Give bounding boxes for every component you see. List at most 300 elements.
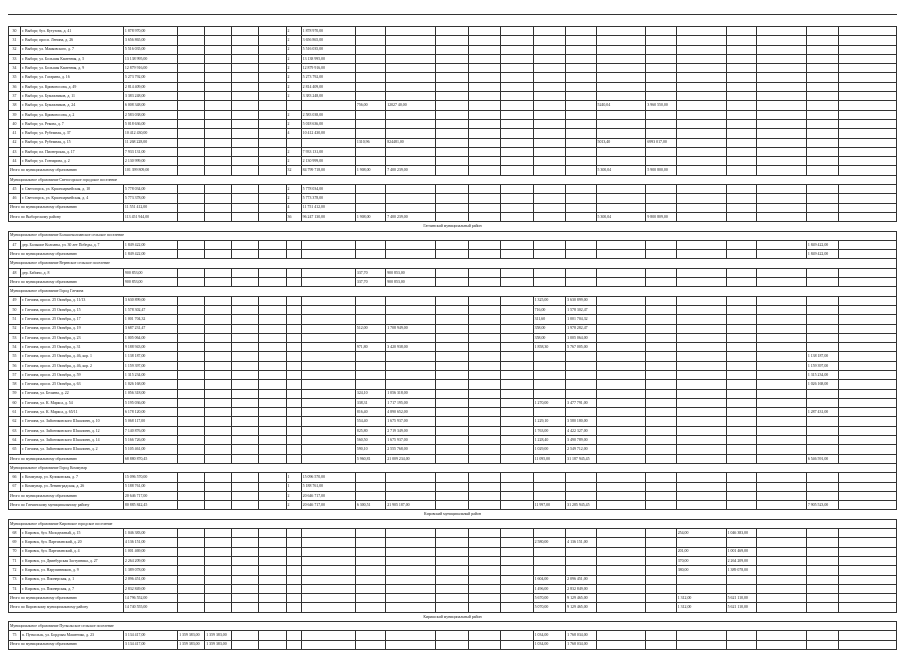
value-cell [468, 203, 501, 212]
value-cell: 5 070,00 [533, 603, 566, 612]
value-cell: 21 905 187,00 [386, 501, 436, 510]
value-cell [468, 157, 501, 166]
value-cell [839, 194, 897, 203]
value-cell: 2 [286, 92, 301, 101]
value-cell: 2 555 768,00 [386, 445, 436, 454]
value-cell [286, 389, 301, 398]
value-cell [533, 92, 566, 101]
value-cell [286, 603, 301, 612]
value-cell [205, 110, 232, 119]
value-cell: 101 399 809,00 [123, 166, 177, 175]
value-cell: 1 849 422,00 [806, 240, 839, 249]
value-cell [205, 361, 232, 370]
value-cell [355, 482, 385, 491]
value-cell [806, 185, 839, 194]
value-cell [301, 380, 355, 389]
value-cell: 5 773 378,00 [123, 194, 177, 203]
value-cell [596, 584, 646, 593]
value-cell: 11 997,00 [533, 501, 566, 510]
value-cell [646, 594, 676, 603]
value-cell [232, 166, 259, 175]
value-cell [355, 631, 385, 640]
table-row [9, 240, 897, 249]
value-cell [232, 547, 259, 556]
value-cell [533, 380, 566, 389]
value-cell [806, 92, 839, 101]
value-cell [355, 640, 385, 649]
value-cell [676, 185, 726, 194]
value-cell [646, 426, 676, 435]
value-cell [566, 110, 596, 119]
value-cell [676, 92, 726, 101]
value-cell [596, 417, 646, 426]
value-cell [596, 27, 646, 36]
address-cell: г. Гатчина, ул. Зайончковского Шашлинн, д. 2 [20, 445, 123, 454]
value-cell: 9 129 465,00 [566, 594, 596, 603]
value-cell [232, 315, 259, 324]
value-cell: 5 300,04 [596, 166, 646, 175]
value-cell: 5 300,04 [596, 212, 646, 221]
value-cell [501, 129, 534, 138]
value-cell: 254,00 [676, 529, 726, 538]
value-cell [468, 538, 501, 547]
value-cell [205, 212, 232, 221]
value-cell [355, 64, 385, 73]
value-cell [756, 380, 806, 389]
value-cell [468, 119, 501, 128]
value-cell [501, 73, 534, 82]
value-cell [756, 398, 806, 407]
value-cell [178, 547, 205, 556]
value-cell [232, 147, 259, 156]
value-cell [436, 110, 469, 119]
value-cell [646, 547, 676, 556]
value-cell [806, 166, 839, 175]
value-cell [468, 268, 501, 277]
value-cell [259, 398, 286, 407]
value-cell [839, 240, 897, 249]
value-cell: 1 496,00 [533, 584, 566, 593]
row-number: 31 [9, 36, 21, 45]
value-cell: 2 [286, 194, 301, 203]
value-cell: 11 751 412,00 [301, 203, 355, 212]
value-cell [726, 315, 756, 324]
value-cell [676, 324, 726, 333]
value-cell [355, 185, 385, 194]
value-cell: 5 273 792,00 [301, 73, 355, 82]
value-cell [178, 296, 205, 305]
value-cell [232, 538, 259, 547]
value-cell [259, 436, 286, 445]
value-cell [596, 501, 646, 510]
value-cell: 5 166 726,00 [123, 436, 177, 445]
value-cell [232, 64, 259, 73]
value-cell [205, 352, 232, 361]
value-cell [676, 398, 726, 407]
value-cell [533, 389, 566, 398]
value-cell [259, 101, 286, 110]
value-cell [726, 380, 756, 389]
value-cell [533, 27, 566, 36]
value-cell [806, 315, 839, 324]
value-cell: 5 068 117,00 [123, 417, 177, 426]
value-cell [646, 352, 676, 361]
value-cell [533, 547, 566, 556]
value-cell [468, 166, 501, 175]
value-cell [726, 36, 756, 45]
value-cell [839, 370, 897, 379]
value-cell [646, 491, 676, 500]
value-cell: 10 412 430,00 [301, 129, 355, 138]
value-cell: 3 687 231,47 [123, 324, 177, 333]
value-cell [205, 157, 232, 166]
value-cell [355, 538, 385, 547]
value-cell [355, 129, 385, 138]
address-cell: г. Гатчина, просп. 25 Октября, д. 17 [20, 315, 123, 324]
value-cell [839, 147, 897, 156]
value-cell [286, 268, 301, 277]
value-cell [259, 240, 286, 249]
value-cell [468, 547, 501, 556]
value-cell [205, 445, 232, 454]
value-cell [501, 352, 534, 361]
value-cell [232, 482, 259, 491]
value-cell [806, 147, 839, 156]
value-cell [756, 547, 806, 556]
value-cell [646, 529, 676, 538]
value-cell [386, 203, 436, 212]
value-cell [501, 64, 534, 73]
value-cell [501, 575, 534, 584]
section-heading-row [9, 231, 897, 240]
value-cell [839, 352, 897, 361]
value-cell [806, 82, 839, 91]
value-cell [533, 408, 566, 417]
value-cell: 32 [286, 166, 301, 175]
value-cell [286, 436, 301, 445]
value-cell: 9 800 809,00 [646, 212, 676, 221]
value-cell [232, 45, 259, 54]
value-cell [205, 296, 232, 305]
value-cell [501, 603, 534, 612]
value-cell [726, 575, 756, 584]
value-cell: 3 383 248,00 [301, 92, 355, 101]
value-cell [533, 352, 566, 361]
value-cell [596, 594, 646, 603]
value-cell [386, 157, 436, 166]
value-cell [839, 296, 897, 305]
address-cell: г. Выборг, пл. Пионерская, д. 17 [20, 147, 123, 156]
value-cell [205, 64, 232, 73]
value-cell [355, 491, 385, 500]
value-cell [259, 64, 286, 73]
value-cell [533, 54, 566, 63]
value-cell [178, 166, 205, 175]
value-cell [436, 36, 469, 45]
value-cell [533, 370, 566, 379]
value-cell: 5 960,81 [355, 454, 385, 463]
value-cell [468, 473, 501, 482]
value-cell [259, 333, 286, 342]
value-cell [501, 445, 534, 454]
value-cell [436, 501, 469, 510]
value-cell: 11 551 412,00 [123, 203, 177, 212]
value-cell [756, 389, 806, 398]
row-number: 55 [9, 352, 21, 361]
value-cell [533, 482, 566, 491]
value-cell [726, 45, 756, 54]
value-cell [232, 343, 259, 352]
value-cell [232, 194, 259, 203]
value-cell [468, 324, 501, 333]
value-cell [676, 296, 726, 305]
value-cell [806, 54, 839, 63]
value-cell [259, 538, 286, 547]
value-cell [468, 352, 501, 361]
value-cell [646, 110, 676, 119]
value-cell [646, 445, 676, 454]
table-row [9, 482, 897, 491]
section-heading-row [9, 287, 897, 296]
value-cell [232, 203, 259, 212]
value-cell [232, 529, 259, 538]
value-cell [286, 408, 301, 417]
value-cell [839, 185, 897, 194]
value-cell [259, 529, 286, 538]
value-cell [596, 296, 646, 305]
value-cell [806, 426, 839, 435]
value-cell [501, 556, 534, 565]
value-cell [756, 138, 806, 147]
value-cell [355, 361, 385, 370]
table-row [9, 92, 897, 101]
value-cell [301, 408, 355, 417]
value-cell [646, 194, 676, 203]
value-cell [178, 436, 205, 445]
value-cell [232, 305, 259, 314]
value-cell: 2 [286, 64, 301, 73]
value-cell [501, 194, 534, 203]
value-cell [301, 268, 355, 277]
value-cell [205, 370, 232, 379]
value-cell [286, 240, 301, 249]
value-cell [533, 36, 566, 45]
value-cell [839, 54, 897, 63]
value-cell: 20 646 717,00 [301, 491, 355, 500]
value-cell [205, 185, 232, 194]
value-cell [436, 417, 469, 426]
value-cell [676, 575, 726, 584]
value-cell [286, 547, 301, 556]
value-cell [436, 491, 469, 500]
value-cell [726, 352, 756, 361]
table-row [9, 333, 897, 342]
value-cell [286, 538, 301, 547]
value-cell [676, 147, 726, 156]
value-cell [646, 64, 676, 73]
value-cell [436, 250, 469, 259]
value-cell: 1 001 469,00 [123, 547, 177, 556]
value-cell [436, 566, 469, 575]
value-cell [839, 129, 897, 138]
value-cell [839, 101, 897, 110]
value-cell: 1 978 282,47 [566, 324, 596, 333]
value-cell [676, 101, 726, 110]
value-cell [596, 315, 646, 324]
address-cell: г. Гатчина, просп. 25 Октября, д. 23 [20, 333, 123, 342]
value-cell [301, 398, 355, 407]
value-cell [676, 278, 726, 287]
value-cell [756, 73, 806, 82]
value-cell [501, 491, 534, 500]
value-cell: 7 400 239,00 [386, 166, 436, 175]
subtotal-label: Итого по муниципальному образованию [9, 594, 124, 603]
value-cell: 1 034,00 [533, 631, 566, 640]
value-cell [839, 556, 897, 565]
value-cell: 1 359 383,00 [178, 640, 205, 649]
value-cell [301, 454, 355, 463]
value-cell: 1 578 302,47 [123, 305, 177, 314]
value-cell [756, 343, 806, 352]
row-number: 73 [9, 575, 21, 584]
value-cell [436, 278, 469, 287]
table-row [9, 36, 897, 45]
value-cell [756, 594, 806, 603]
value-cell [726, 203, 756, 212]
value-cell [259, 491, 286, 500]
value-cell [468, 305, 501, 314]
value-cell [806, 417, 839, 426]
value-cell: 1 005 064,00 [123, 333, 177, 342]
value-cell [501, 315, 534, 324]
address-cell: г. Коммунар, ул. Ленинградская, д. 26 [20, 482, 123, 491]
value-cell [232, 603, 259, 612]
value-cell: 900 853,00 [386, 268, 436, 277]
value-cell [726, 640, 756, 649]
district-title: Киришский муниципальный район [9, 612, 897, 621]
value-cell [756, 566, 806, 575]
value-cell [301, 250, 355, 259]
value-cell [259, 454, 286, 463]
value-cell [386, 129, 436, 138]
value-cell: 1 159 397,00 [123, 361, 177, 370]
value-cell [566, 491, 596, 500]
value-cell [596, 54, 646, 63]
value-cell [355, 556, 385, 565]
value-cell [178, 445, 205, 454]
value-cell [596, 436, 646, 445]
value-cell [756, 631, 806, 640]
value-cell [676, 315, 726, 324]
value-cell [756, 352, 806, 361]
value-cell [355, 305, 385, 314]
value-cell [386, 640, 436, 649]
value-cell [178, 594, 205, 603]
value-cell [676, 343, 726, 352]
value-cell [756, 370, 806, 379]
value-cell [355, 157, 385, 166]
value-cell [386, 631, 436, 640]
value-cell: 2 814 409,00 [301, 82, 355, 91]
value-cell: 2 [286, 157, 301, 166]
value-cell [301, 436, 355, 445]
table-row [9, 538, 897, 547]
value-cell [468, 212, 501, 221]
value-cell [839, 315, 897, 324]
table-row [9, 426, 897, 435]
value-cell [436, 603, 469, 612]
value-cell: 2 130 999,00 [301, 157, 355, 166]
value-cell [839, 389, 897, 398]
value-cell [501, 138, 534, 147]
value-cell [596, 250, 646, 259]
value-cell [726, 389, 756, 398]
value-cell [806, 343, 839, 352]
value-cell [301, 315, 355, 324]
value-cell [756, 333, 806, 342]
value-cell: 15 096 570,00 [123, 473, 177, 482]
value-cell: 1 005 064,00 [566, 333, 596, 342]
subtotal-label: Итого по муниципальному образованию [9, 203, 124, 212]
value-cell [501, 324, 534, 333]
address-cell: г. Выборг, ул. Гагарина, д. 16 [20, 73, 123, 82]
value-cell [566, 250, 596, 259]
value-cell [839, 138, 897, 147]
value-cell [178, 380, 205, 389]
subtotal-row [9, 203, 897, 212]
value-cell [286, 380, 301, 389]
value-cell [355, 603, 385, 612]
value-cell [756, 129, 806, 138]
value-cell [386, 110, 436, 119]
value-cell: 2 [286, 82, 301, 91]
value-cell [756, 361, 806, 370]
value-cell: 5 188 761,00 [123, 482, 177, 491]
value-cell [806, 138, 839, 147]
value-cell [436, 333, 469, 342]
value-cell [468, 631, 501, 640]
value-cell: 3 960 550,00 [646, 101, 676, 110]
value-cell: 554,40 [355, 417, 385, 426]
value-cell: 96 247 130,00 [301, 212, 355, 221]
address-cell: г. Гатчина, ул. Зайончковского Шашлинн, д. 14 [20, 436, 123, 445]
value-cell [533, 110, 566, 119]
value-cell [501, 473, 534, 482]
value-cell [436, 212, 469, 221]
value-cell [501, 82, 534, 91]
value-cell [232, 212, 259, 221]
row-number: 54 [9, 343, 21, 352]
value-cell [301, 101, 355, 110]
value-cell [205, 547, 232, 556]
value-cell: 5 767 005,00 [566, 343, 596, 352]
value-cell [205, 119, 232, 128]
value-cell [386, 584, 436, 593]
value-cell [386, 547, 436, 556]
subtotal-label: Итого по муниципальному образованию [9, 250, 124, 259]
value-cell: 900 853,00 [123, 268, 177, 277]
value-cell [839, 203, 897, 212]
value-cell [286, 454, 301, 463]
value-cell [232, 82, 259, 91]
value-cell [501, 529, 534, 538]
value-cell [839, 473, 897, 482]
value-cell [646, 640, 676, 649]
value-cell [232, 594, 259, 603]
value-cell [839, 566, 897, 575]
value-cell [259, 547, 286, 556]
value-cell [386, 361, 436, 370]
